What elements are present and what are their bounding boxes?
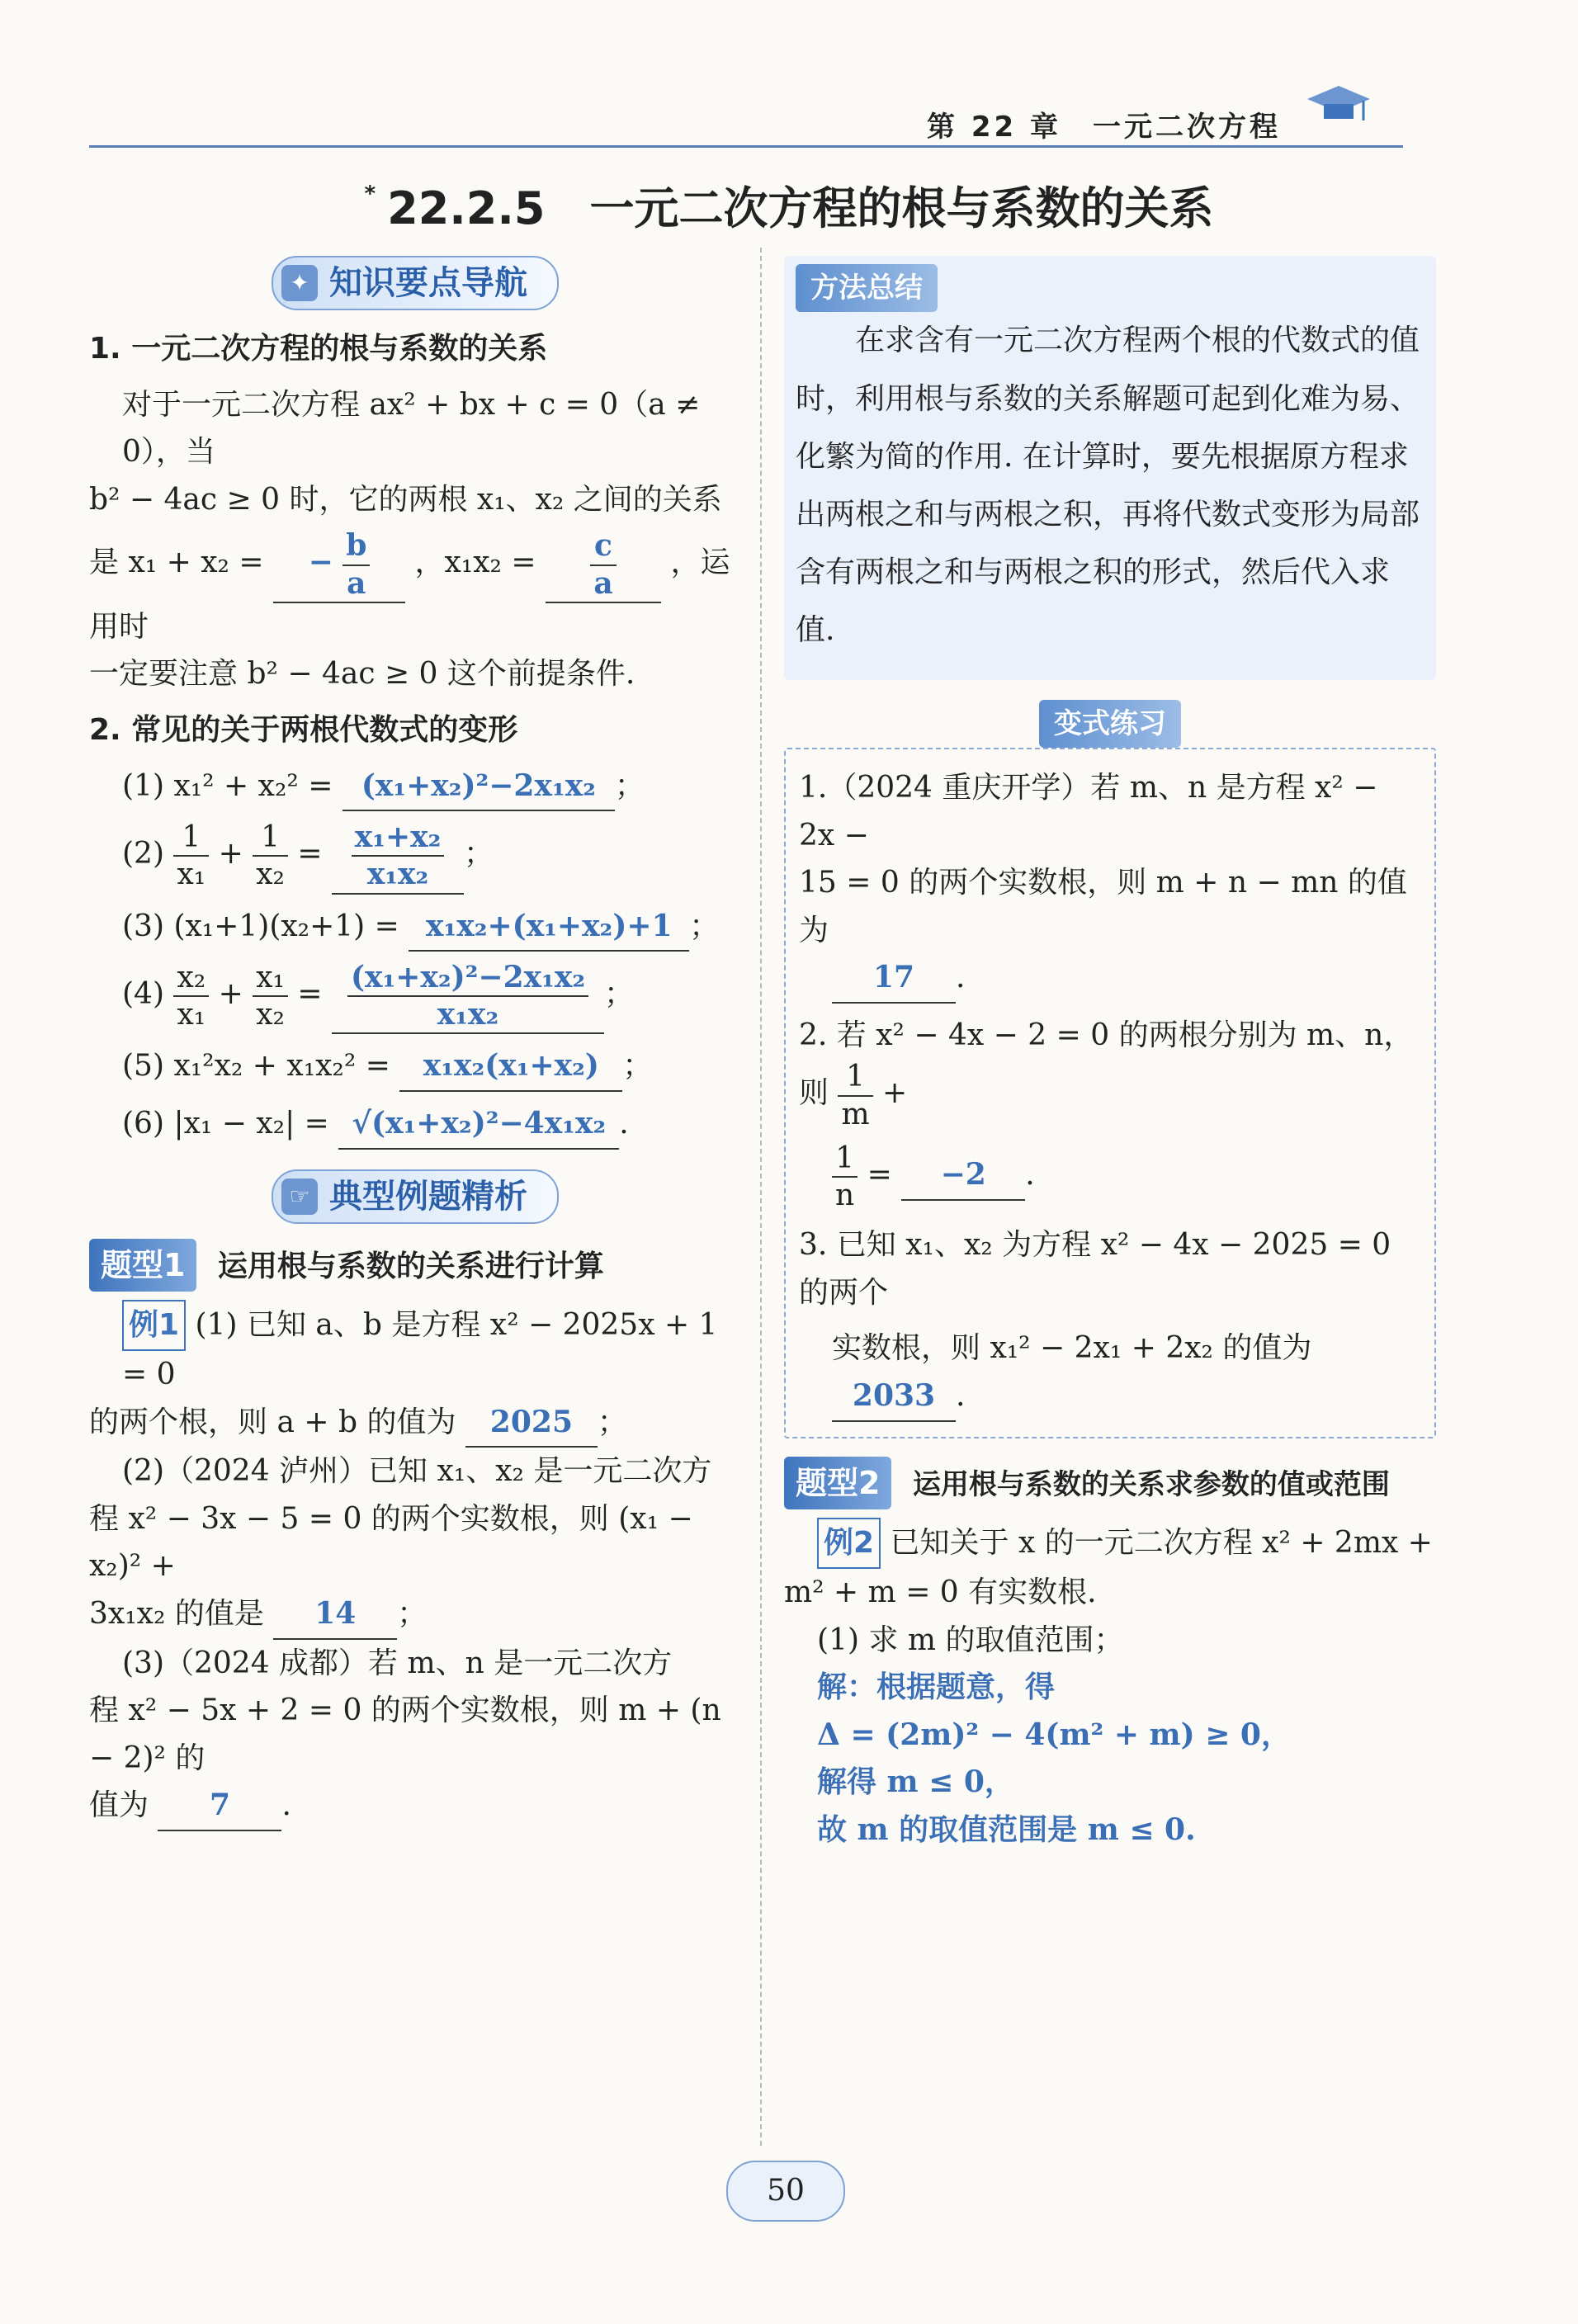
solution-3: 解得 m ≤ 0， <box>817 1764 1014 1800</box>
example1-label: 例1 <box>122 1300 186 1351</box>
example1-part1-cont: 的两个根，则 a + b 的值为 2025 ； <box>89 1399 741 1448</box>
method-summary-box <box>784 256 1436 680</box>
practice-tag: 变式练习 <box>1039 700 1181 748</box>
solution-1: 解：根据题意，得 <box>817 1670 1056 1705</box>
knowledge-p1d: 一定要注意 b² − 4ac ≥ 0 这个前提条件. <box>89 657 635 692</box>
method-tag: 方法总结 <box>796 264 938 312</box>
formula-6: (6) |x₁ − x₂| = √(x₁+x₂)²−4x₁x₂ . <box>89 1100 741 1150</box>
practice-q2-cont: $\frac{1}{n}$ = −2 . <box>799 1141 1421 1213</box>
solution-4: 故 m 的取值范围是 m ≤ 0. <box>817 1811 1196 1847</box>
example1-part2: (2)（2024 泸州）已知 x₁、x₂ 是一元二次方 <box>122 1454 712 1489</box>
knowledge-banner: ✦ 知识要点导航 <box>272 256 559 310</box>
example2-label: 例2 <box>817 1518 881 1569</box>
column-divider <box>760 248 762 2146</box>
page-number: 50 <box>726 2161 845 2222</box>
type1-heading: 题型1 运用根与系数的关系进行计算 <box>89 1239 741 1292</box>
practice-q1b: 15 = 0 的两个实数根，则 m + n − mn 的值为 <box>799 866 1407 947</box>
left-column <box>89 256 741 1831</box>
formula-1: (1) x₁² + x₂² = (x₁+x₂)²−2x₁x₂ ； <box>89 763 741 812</box>
knowledge-p1c: 是 x₁ + x₂ = − $\frac{b}{a}$ ，x₁x₂ = $\frac{c}{a}$ ，运用时 <box>89 528 730 644</box>
lightbulb-icon: ✦ <box>281 265 318 301</box>
example2-line-a: 例2 已知关于 x 的一元二次方程 x² + 2mx + <box>784 1518 1436 1569</box>
example1-part3: (3)（2024 成都）若 m、n 是一元二次方 <box>122 1646 673 1680</box>
formula-2: (2) $\frac{1}{\text{x₁}}$ + $\frac{1}{\text{x₂}}$ = $\frac{\text{x₁+x₂}}{\text{x₁x₂}}$ ； <box>89 820 741 894</box>
example1-part2-b: 程 x² − 3x − 5 = 0 的两个实数根，则 (x₁ − x₂)² + <box>89 1501 693 1584</box>
method-text: 在求含有一元二次方程两个根的代数式的值时，利用根与系数的关系解题可起到化难为易、化繁为简的作用. 在计算时，要先根据原方程求出两根之和与两根之积，再将代数式变形为局部含有两根之和与两根之积的形式，然后代入求值. <box>796 324 1420 648</box>
formula-4: (4) $\frac{\text{x₂}}{\text{x₁}}$ + $\frac{\text{x₁}}{\text{x₂}}$ = $\frac{\text{(x₁+x₂)²−2x₁x₂}}{\text{x₁x₂}}$ ； <box>89 960 741 1034</box>
header-rule <box>89 145 1403 148</box>
example2-line-b: m² + m = 0 有实数根. <box>784 1575 1097 1609</box>
example1-part3-b: 程 x² − 5x + 2 = 0 的两个实数根，则 m + (n − 2)² 的 <box>89 1693 721 1775</box>
practice-q2: 2. 若 x² − 4x − 2 = 0 的两根分别为 m、n，则 $\frac{1}{m}$ + <box>799 1018 1414 1131</box>
knowledge-heading-2: 2. 常见的关于两根代数式的变形 <box>89 712 518 747</box>
type2-heading: 题型2 运用根与系数的关系求参数的值或范围 <box>784 1457 1436 1510</box>
examples-banner: ☞ 典型例题精析 <box>272 1169 559 1224</box>
formula-5: (5) x₁²x₂ + x₁x₂² = x₁x₂(x₁+x₂) ； <box>89 1042 741 1092</box>
pointer-hand-icon: ☞ <box>281 1179 318 1215</box>
knowledge-heading-1: 1. 一元二次方程的根与系数的关系 <box>89 332 548 366</box>
solution-2: Δ = (2m)² − 4(m² + m) ≥ 0， <box>817 1717 1291 1752</box>
practice-q3a: 3. 已知 x₁、x₂ 为方程 x² − 4x − 2025 = 0 的两个 <box>799 1228 1391 1310</box>
example1-part1: 例1 (1) 已知 a、b 是方程 x² − 2025x + 1 = 0 <box>89 1300 741 1398</box>
knowledge-p1b: b² − 4ac ≥ 0 时，它的两根 x₁、x₂ 之间的关系 <box>89 482 722 517</box>
chapter-header: 第 22 章 一元二次方程 <box>927 111 1281 144</box>
formula-3: (3) (x₁+1)(x₂+1) = x₁x₂+(x₁+x₂)+1 ； <box>89 903 741 952</box>
practice-q1-answer: 17 . <box>799 954 1421 1004</box>
example2-line-c: (1) 求 m 的取值范围； <box>817 1623 1124 1657</box>
example1-part2-c: 3x₁x₂ 的值是 14 ； <box>89 1590 741 1640</box>
practice-box <box>784 748 1436 1438</box>
right-column <box>784 256 1436 1854</box>
graduation-cap-icon <box>1306 83 1372 135</box>
practice-q1a: 1.（2024 重庆开学）若 m、n 是方程 x² − 2x − <box>799 770 1378 853</box>
example1-part3-c: 值为 7 . <box>89 1782 741 1831</box>
practice-q3b: 实数根，则 x₁² − 2x₁ + 2x₂ 的值为 2033 . <box>799 1325 1421 1421</box>
knowledge-p1a: 对于一元二次方程 ax² + bx + c = 0（a ≠ 0），当 <box>122 387 701 470</box>
page-title: * 22.2.5 一元二次方程的根与系数的关系 <box>364 182 1214 234</box>
